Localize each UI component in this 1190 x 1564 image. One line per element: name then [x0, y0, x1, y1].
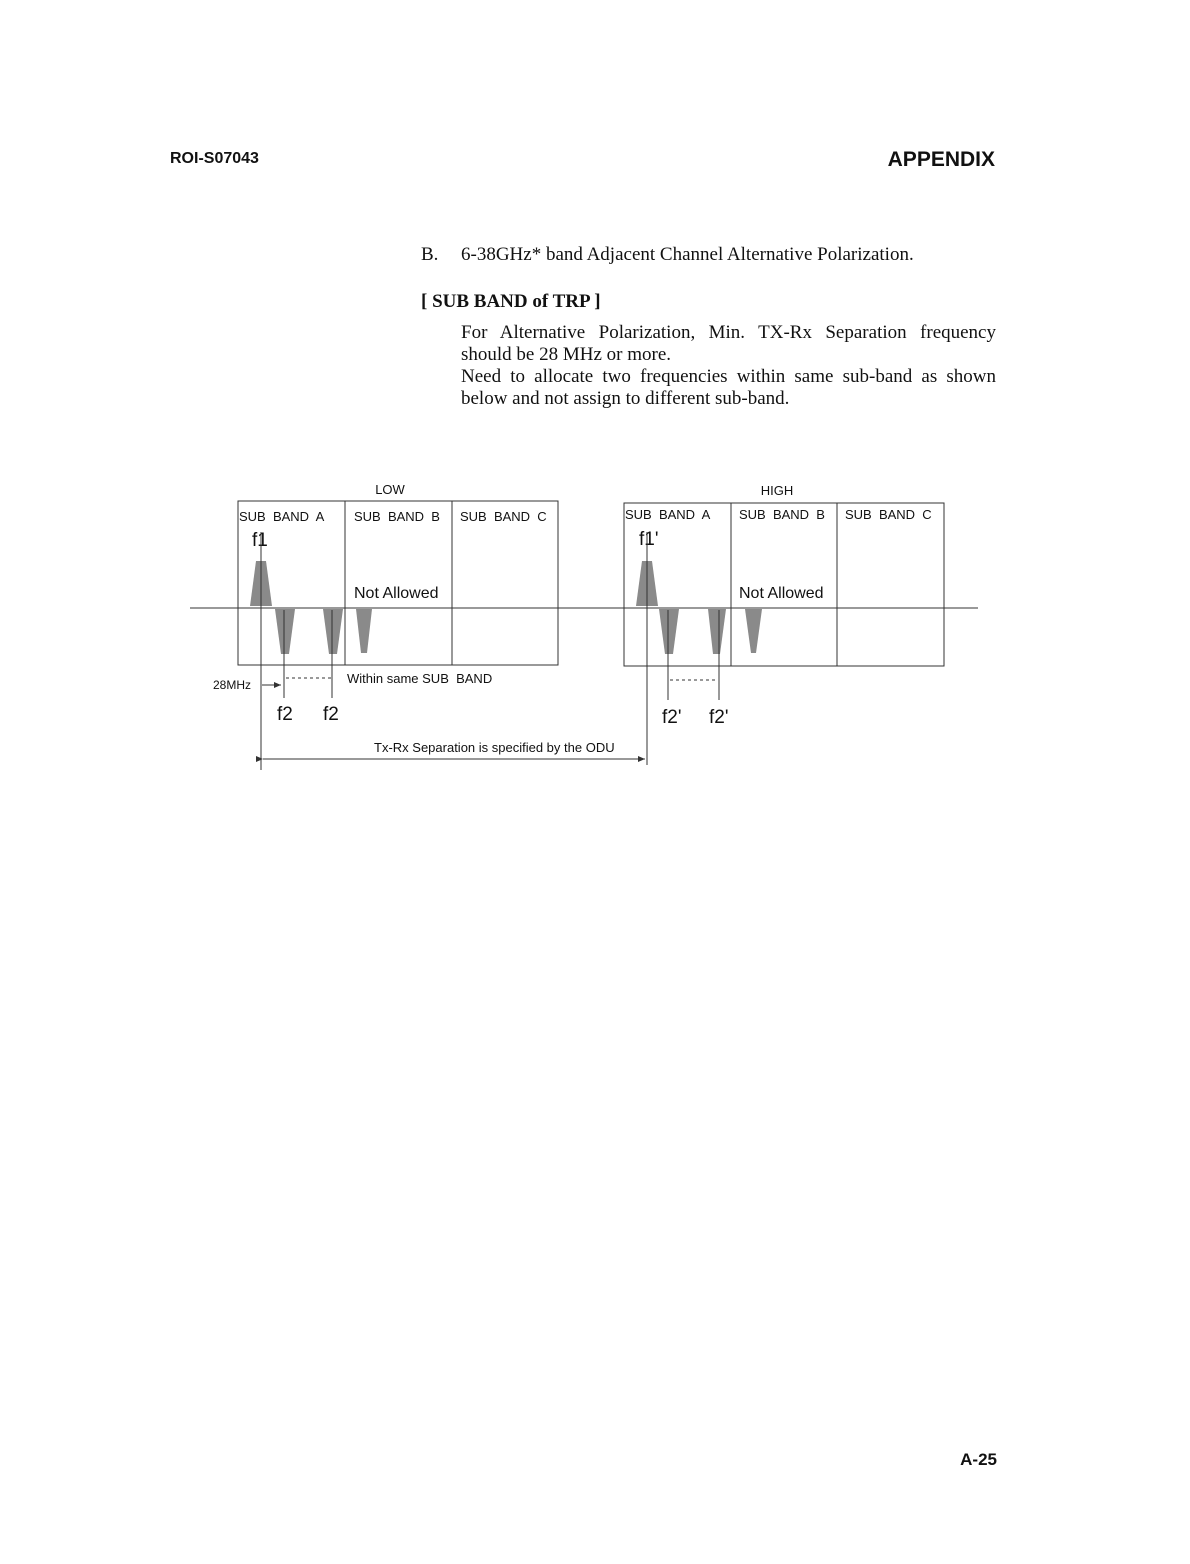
high-label: HIGH [760, 483, 794, 498]
paragraph-line-1: For Alternative Polarization, Min. TX-Rx Separation frequency should be 28 MHz or more. [461, 322, 996, 365]
high-not-allowed-label: Not Allowed [739, 585, 824, 602]
low-f2-channel-1 [275, 609, 295, 654]
high-f2-right-label: f2' [709, 707, 729, 728]
low-not-allowed-label: Not Allowed [354, 585, 439, 602]
high-not-allowed-channel [745, 609, 762, 653]
high-f2-channel-2 [708, 609, 726, 654]
low-subband-c-label: SUB BAND C [460, 509, 547, 524]
low-f2-left-label: f2 [277, 704, 293, 725]
high-subband-b-label: SUB BAND B [739, 507, 825, 522]
high-subband-c-label: SUB BAND C [845, 507, 932, 522]
low-f2-channel-2 [323, 609, 343, 654]
low-f2-right-label: f2 [323, 704, 339, 725]
high-f1-label: f1' [639, 529, 659, 550]
subheading: [ SUB BAND of TRP ] [421, 291, 601, 312]
high-subband-a-label: SUB BAND A [625, 507, 711, 522]
page-number: A-25 [960, 1450, 997, 1469]
low-marker-lines [261, 532, 332, 770]
high-f2-channel-1 [659, 609, 679, 654]
high-f2-left-label: f2' [662, 707, 682, 728]
paragraph [461, 322, 996, 410]
low-subband-b-label: SUB BAND B [354, 509, 440, 524]
low-f1-label: f1 [252, 530, 268, 551]
low-label: LOW [375, 482, 405, 497]
paragraph-line-2: Need to allocate two frequencies within same sub-band as shown below and not assign to different sub-band. [461, 366, 996, 409]
document-id: ROI-S07043 [170, 150, 259, 167]
within-same-subband-label: Within same SUB BAND [347, 671, 493, 686]
subband-diagram [0, 460, 1190, 780]
tx-rx-separation-label: Tx-Rx Separation is specified by the ODU [374, 740, 615, 755]
item-heading [421, 244, 914, 266]
low-not-allowed-channel [356, 609, 372, 653]
section-title: APPENDIX [887, 148, 995, 171]
item-letter: B. [421, 244, 439, 265]
spacing-28mhz-label: 28MHz [213, 678, 252, 692]
low-subband-a-label: SUB BAND A [239, 509, 325, 524]
high-marker-lines [647, 532, 719, 765]
item-title: 6-38GHz* band Adjacent Channel Alternative Polarization. [461, 244, 914, 265]
